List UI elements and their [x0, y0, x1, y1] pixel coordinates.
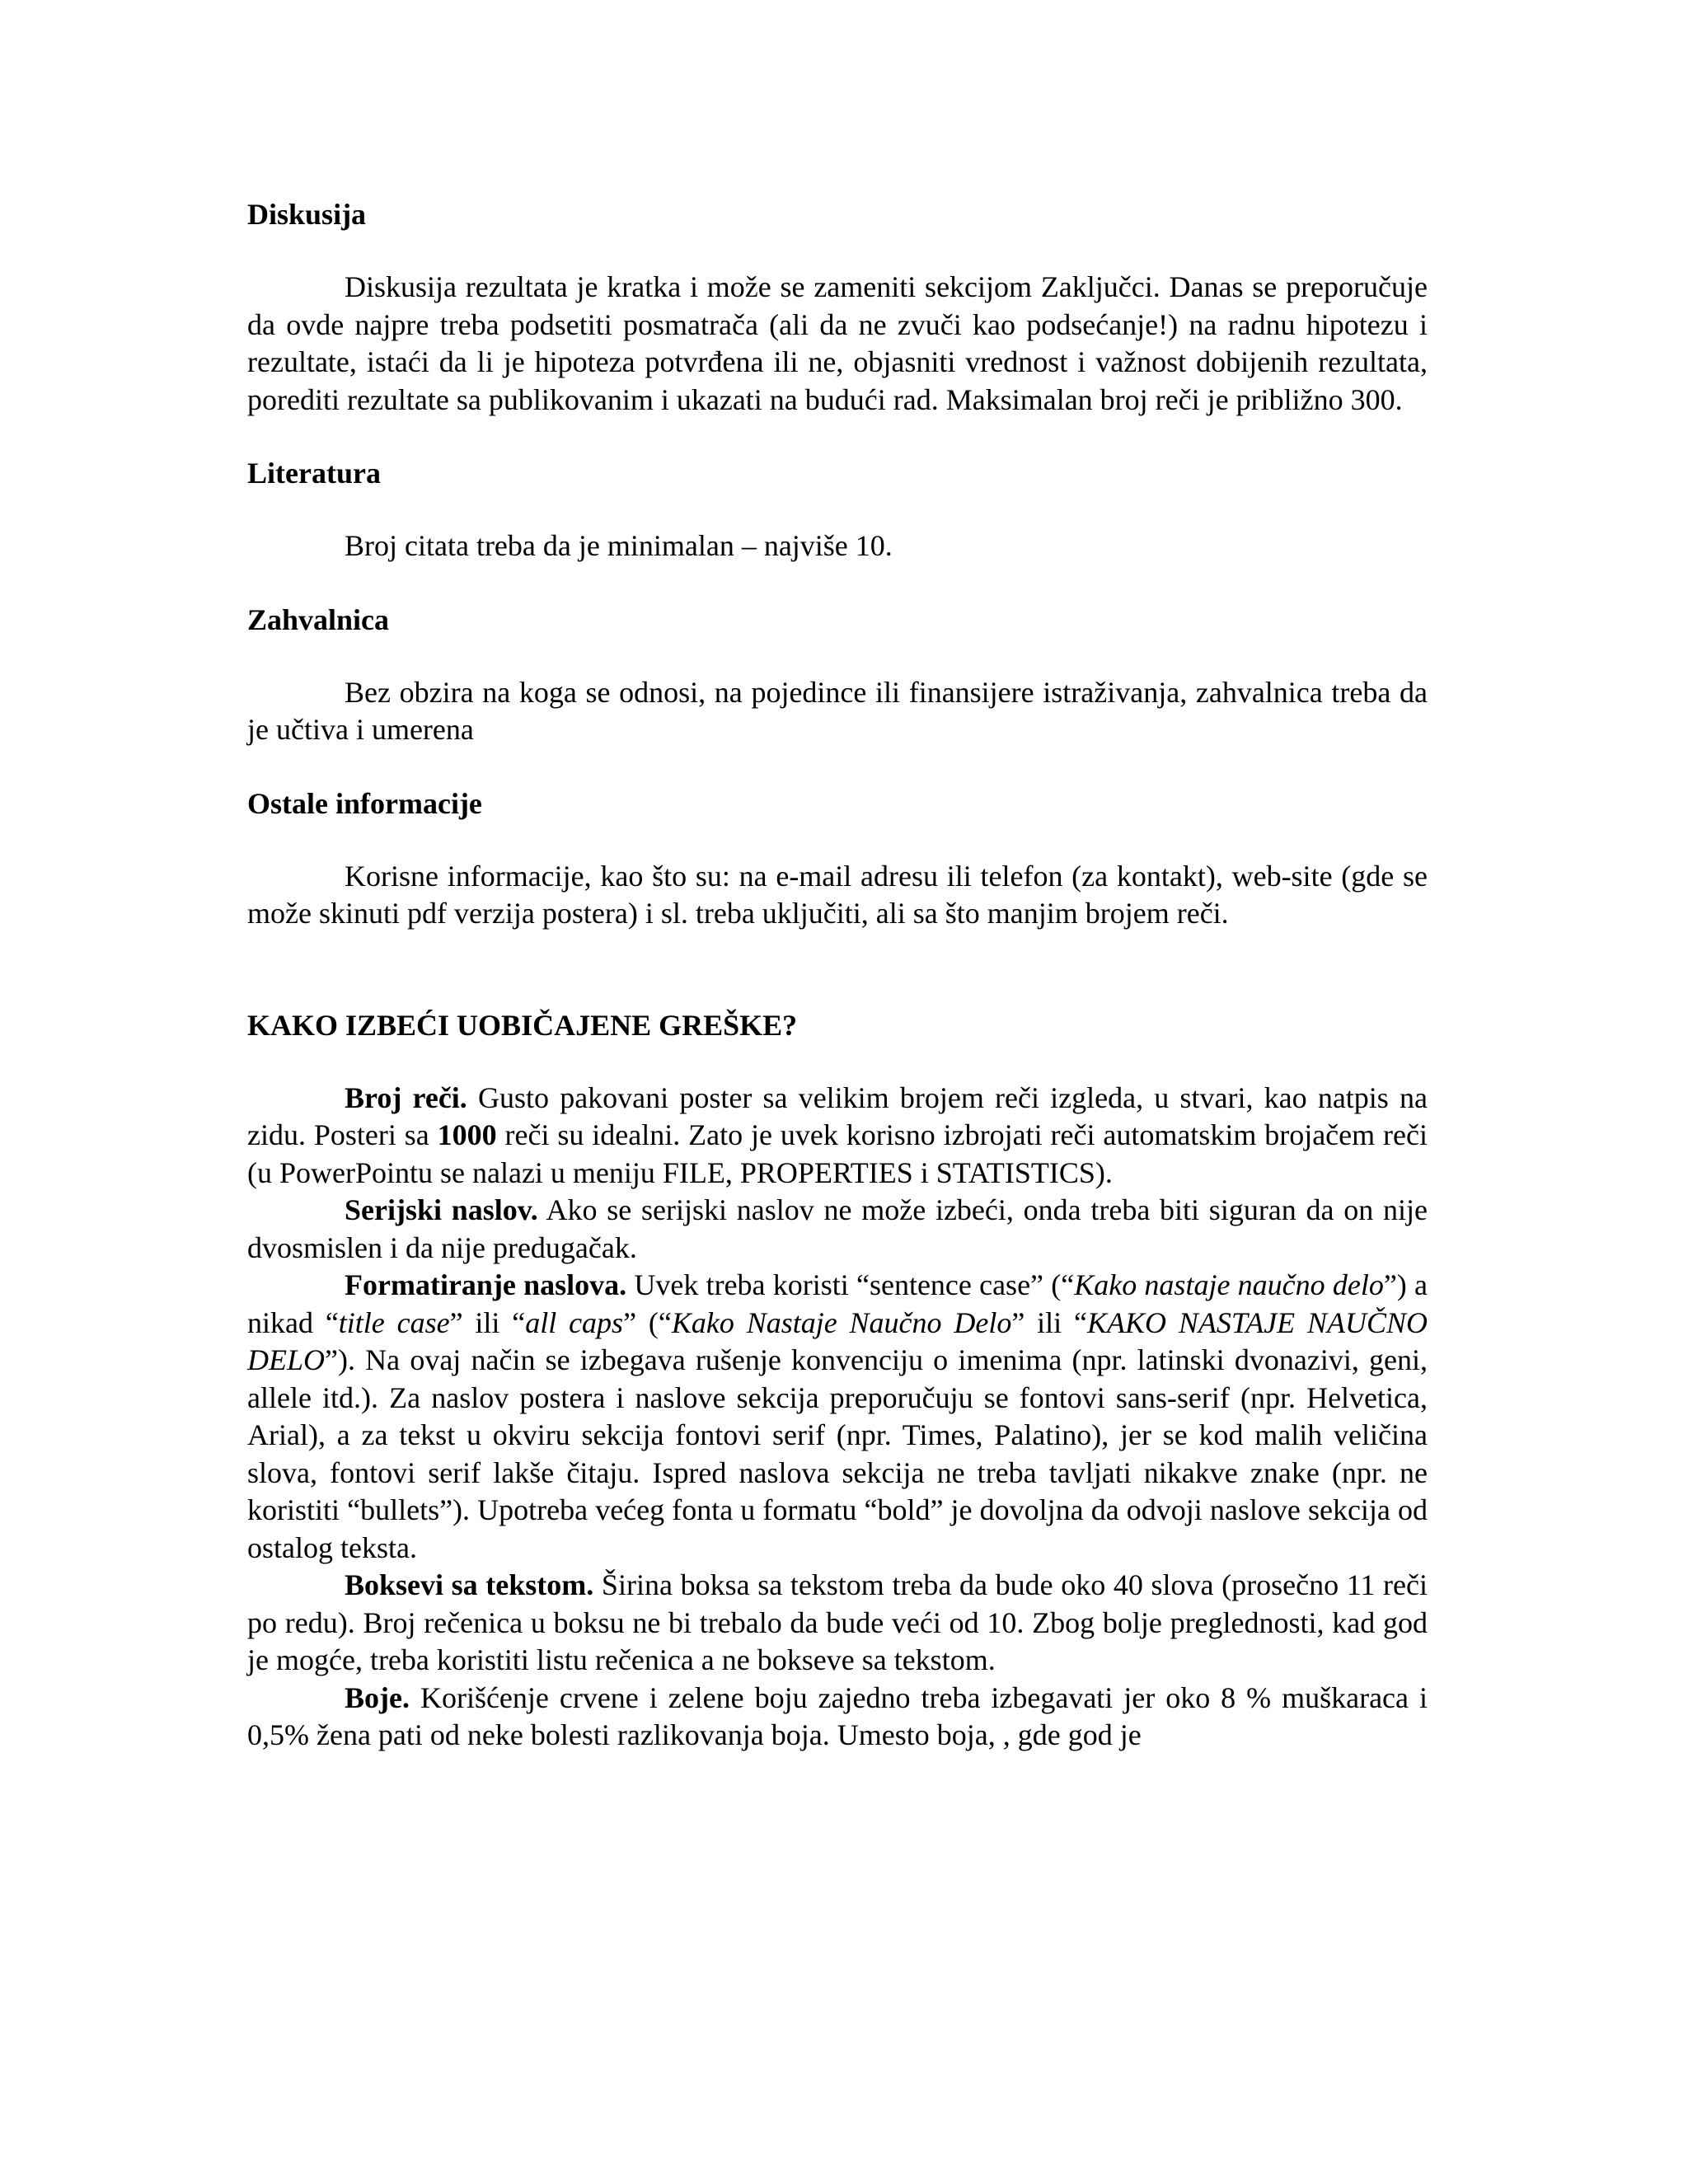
- paragraph-literatura: Broj citata treba da je minimalan – najviše 10.: [345, 529, 893, 562]
- heading-literatura: Literatura: [247, 457, 381, 490]
- text-broj-reci-1: Gusto pakovani poster sa velikim brojem reči izgleda, u stvari, kao natpis na zidu. Posteri sa: [247, 1080, 1428, 1151]
- heading-zahvalnica: Zahvalnica: [247, 602, 390, 636]
- text-boje: Korišćenje crvene i zelene boju zajedno treba izbegavati jer oko 8 % muškaraca i 0,5% žena pati od neke bolesti razlikovanja boja. Umesto boja, , gde god je: [247, 1680, 1428, 1751]
- lead-broj-reci: Broj reči.: [345, 1080, 467, 1114]
- paragraph-zahvalnica: Bez obzira na koga se odnosi, na pojedince ili finansijere istraživanja, zahvalnica treba da je učtiva i umerena: [247, 675, 1428, 746]
- text-formatiranje-4: ” (“: [623, 1305, 672, 1339]
- document-page: [247, 196, 1428, 1755]
- lead-boje: Boje.: [345, 1680, 410, 1714]
- italic-example-all-caps: KAKO NASTAJE NAUČNO DELO: [247, 1305, 1428, 1376]
- paragraph-broj-reci: [247, 1080, 1428, 1193]
- paragraph-formatiranje-naslova: [247, 1267, 1428, 1567]
- text-serijski-naslov: Ako se serijski naslov ne može izbeći, onda treba biti siguran da on nije dvosmislen i da nije predugačak.: [247, 1193, 1428, 1264]
- italic-example-sentence-case: Kako nastaje naučno delo: [1074, 1268, 1384, 1301]
- italic-title-case: title case: [338, 1305, 450, 1339]
- paragraph-diskusija: Diskusija rezultata je kratka i može se zameniti sekcijom Zaključci. Danas se preporučuje da ovde najpre treba podsetiti posmatrača (ali da ne zvuči kao podsećanje!) na radnu hipotezu i rezultate, istaći da li je hipoteza potvrđena ili ne, objasniti vrednost i važnost dobijenih rezultata, porediti rezultate sa publikovanim i ukazati na budući rad. Maksimalan broj reči je približno 300.: [247, 270, 1428, 416]
- text-broj-reci-2: reči su idealni. Zato je uvek korisno izbrojati reči automatskim brojačem reči (u PowerPointu se nalazi u meniju FILE, PROPERTIES i STATISTICS).: [247, 1118, 1428, 1189]
- lead-formatiranje-naslova: Formatiranje naslova.: [345, 1268, 627, 1301]
- text-formatiranje-6: ”). Na ovaj način se izbegava rušenje konvenciju o imenima (npr. latinski dvonazivi, geni, allele itd.). Za naslov postera i naslove sekcija preporučuju se fontovi sans-serif (npr. Helvetica, Arial), a za tekst u okviru sekcija fontovi serif (npr. Times, Palatino), jer se kod malih veličina slova, fontovi serif lakše čitaju. Ispred naslova sekcija ne treba tavljati nikakve znake (npr. ne koristiti “bullets”). Upotreba većeg fonta u formatu “bold” je dovoljna da odvoji naslove sekcija od ostalog teksta.: [247, 1343, 1428, 1564]
- paragraph-boksevi-sa-tekstom: [247, 1567, 1428, 1680]
- paragraph-ostale-informacije: Korisne informacije, kao što su: na e-mail adresu ili telefon (za kontakt), web-site (gde se može skinuti pdf verzija postera) i sl. treba uključiti, ali sa što manjim brojem reči.: [247, 859, 1428, 930]
- text-formatiranje-5: ” ili “: [1011, 1305, 1087, 1339]
- bold-number-1000: 1000: [437, 1118, 497, 1151]
- heading-kako-izbeci-greske: KAKO IZBEĆI UOBIČAJENE GREŠKE?: [247, 1008, 798, 1042]
- paragraph-serijski-naslov: [247, 1192, 1428, 1267]
- heading-ostale-informacije: Ostale informacije: [247, 786, 482, 820]
- lead-boksevi-sa-tekstom: Boksevi sa tekstom.: [345, 1568, 594, 1601]
- italic-example-title-case: Kako Nastaje Naučno Delo: [671, 1305, 1012, 1339]
- text-formatiranje-1: Uvek treba koristi “sentence case” (“: [626, 1268, 1075, 1301]
- text-formatiranje-3: ” ili “: [449, 1305, 526, 1339]
- text-boksevi: Širina boksa sa tekstom treba da bude oko 40 slova (prosečno 11 reči po redu). Broj rečenica u boksu ne bi trebalo da bude veći od 10. Zbog bolje preglednosti, kad god je mogće, treba koristiti listu rečenica a ne bokseve sa tekstom.: [247, 1568, 1428, 1676]
- lead-serijski-naslov: Serijski naslov.: [345, 1193, 538, 1226]
- italic-all-caps: all caps: [525, 1305, 624, 1339]
- text-formatiranje-2: ”) a nikad “: [247, 1268, 1428, 1339]
- heading-diskusija: Diskusija: [247, 198, 367, 231]
- paragraph-boje: [247, 1680, 1428, 1755]
